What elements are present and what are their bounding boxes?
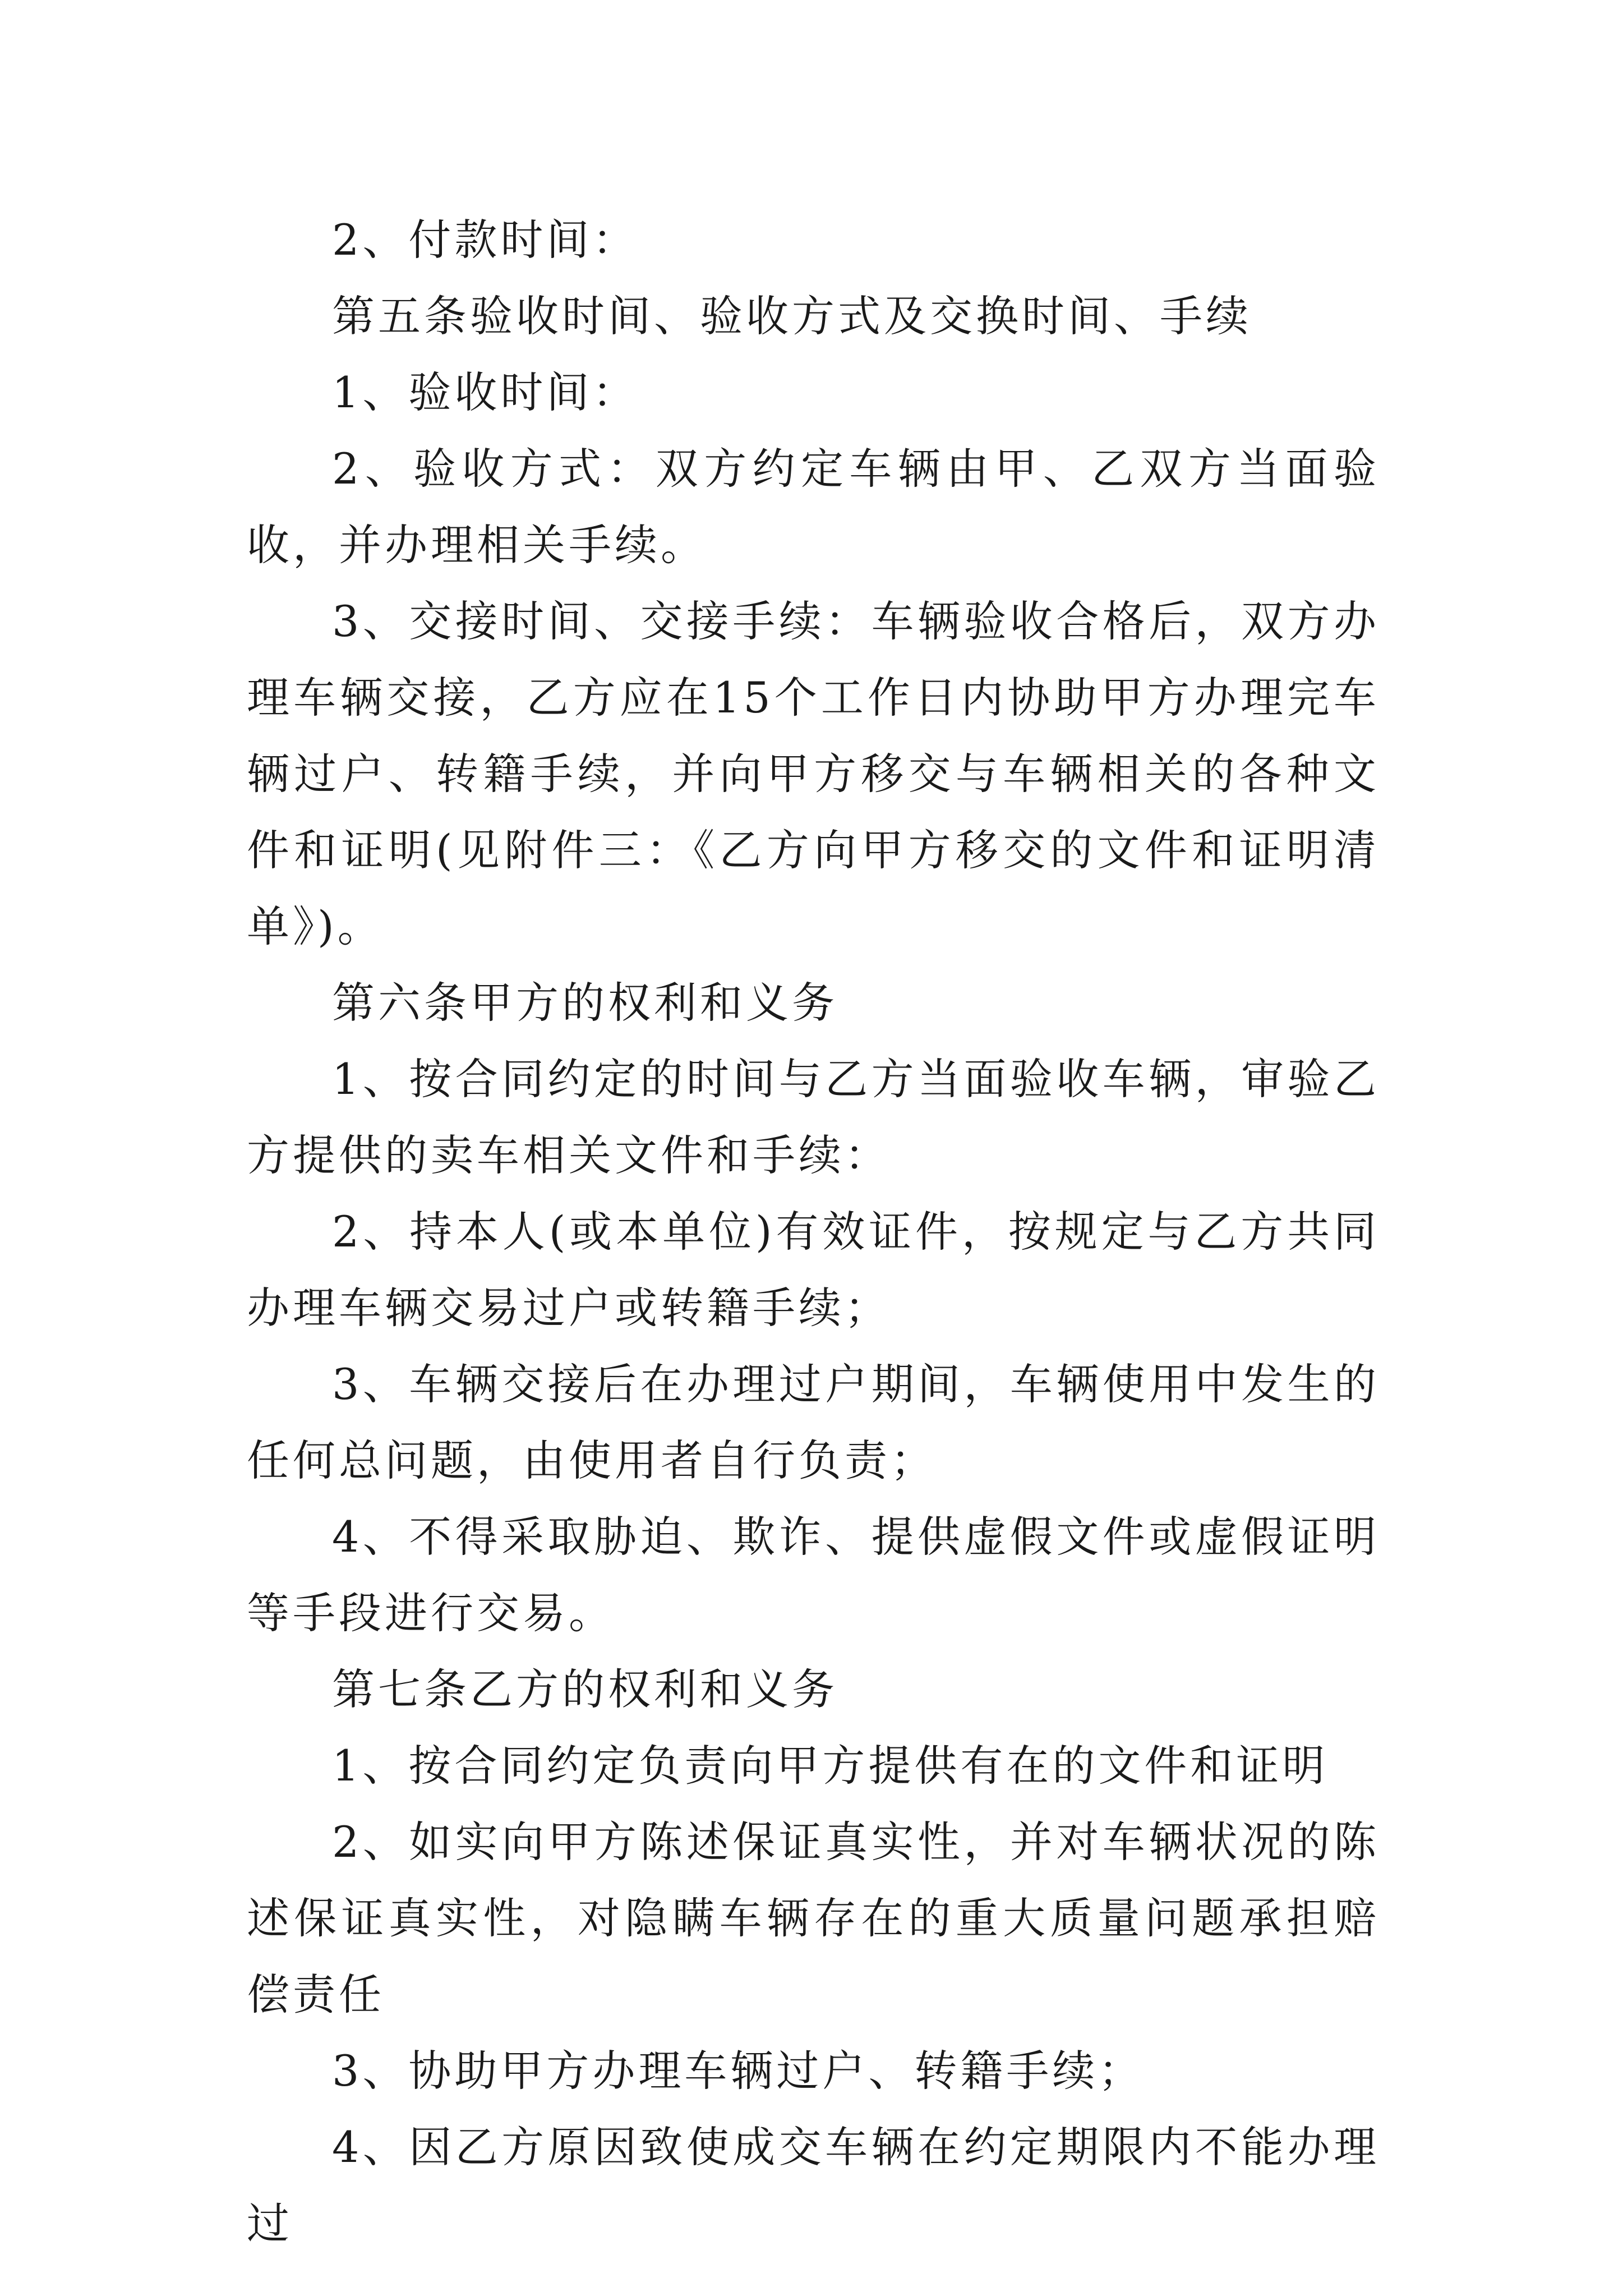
- paragraph-party-b-2: 2、如实向甲方陈述保证真实性，并对车辆状况的陈述保证真实性，对隐瞒车辆存在的重大质量问题承担赔偿责任: [247, 1817, 1380, 2019]
- paragraph-acceptance-time: 1、验收时间：: [332, 367, 639, 417]
- heading-article-7: 第七条乙方的权利和义务: [332, 1664, 838, 1714]
- paragraph-party-a-1: 1、按合同约定的时间与乙方当面验收车辆，审验乙方提供的卖车相关文件和手续：: [247, 1054, 1380, 1180]
- heading-article-5: 第五条验收时间、验收方式及交换时间、手续: [332, 291, 1252, 341]
- paragraph-party-a-4: 4、不得采取胁迫、欺诈、提供虚假文件或虚假证明等手段进行交易。: [247, 1512, 1380, 1638]
- paragraph-party-a-3: 3、车辆交接后在办理过户期间，车辆使用中发生的任何总问题，由使用者自行负责；: [247, 1359, 1380, 1485]
- paragraph-payment-time: 2、付款时间：: [332, 215, 639, 265]
- document-body: [247, 202, 1380, 2262]
- paragraph-party-b-3: 3、协助甲方办理车辆过户、转籍手续；: [332, 2046, 1145, 2096]
- paragraph-party-a-2: 2、持本人(或本单位)有效证件，按规定与乙方共同办理车辆交易过户或转籍手续；: [247, 1207, 1380, 1333]
- paragraph-acceptance-method: 2、验收方式：双方约定车辆由甲、乙双方当面验收，并办理相关手续。: [247, 444, 1380, 570]
- paragraph-handover: 3、交接时间、交接手续：车辆验收合格后，双方办理车辆交接，乙方应在15个工作日内协助甲方办理完车辆过户、转籍手续，并向甲方移交与车辆相关的各种文件和证明(见附件三：《乙方向甲方移交的文件和证明清单》)。: [247, 596, 1380, 951]
- paragraph-party-b-4: 4、因乙方原因致使成交车辆在约定期限内不能办理过: [247, 2122, 1380, 2248]
- paragraph-party-b-1: 1、按合同约定负责向甲方提供有在的文件和证明: [332, 1741, 1329, 1791]
- heading-article-6: 第六条甲方的权利和义务: [332, 978, 838, 1028]
